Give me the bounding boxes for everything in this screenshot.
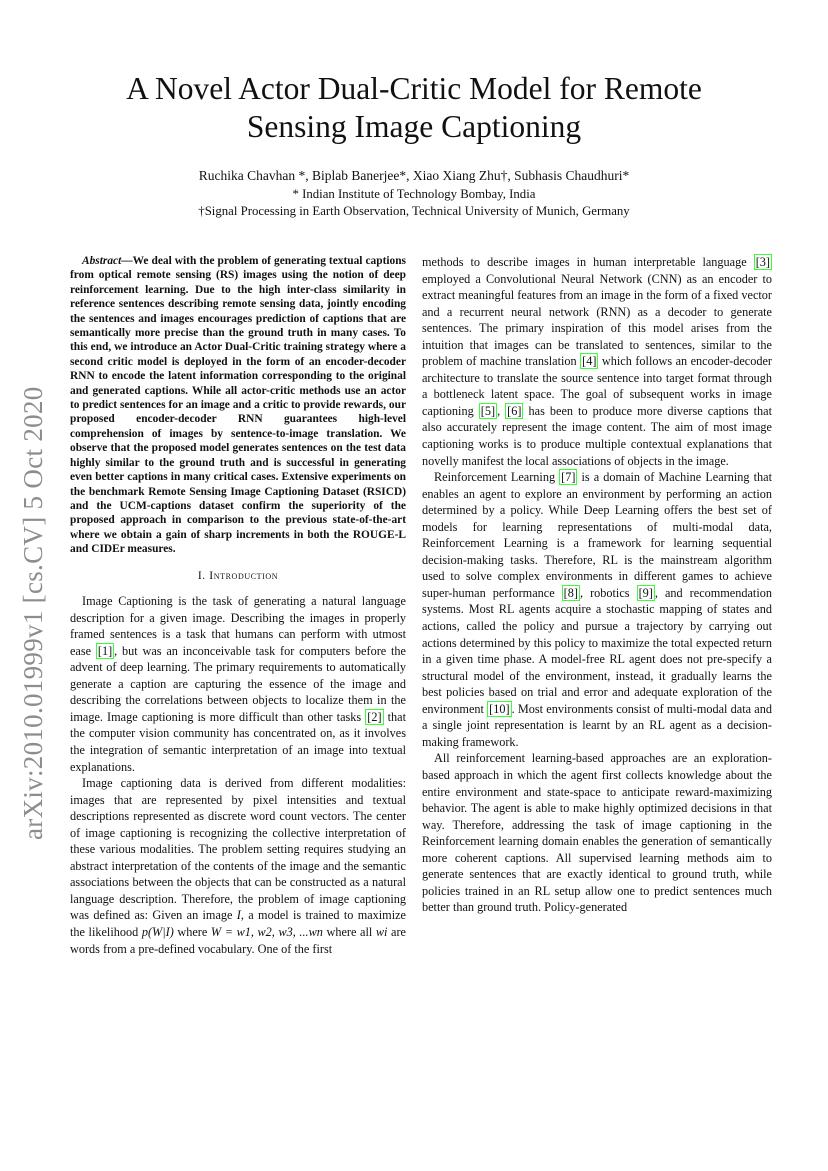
- paragraph-1: [70, 593, 406, 775]
- paragraph-4: [422, 469, 772, 750]
- paper-title: [60, 70, 768, 146]
- citation-link-7[interactable]: [7]: [561, 470, 576, 485]
- text-run: , and recommendation systems. Most RL agents acquire a stochastic mapping of states and actions, called the policy and pursue a trajectory by carrying out actions determined by this policy to maximize the total expected return in a given time phase. A model-free RL agent does not pre-specify a structural model of the environment, instead, it gradually learns the best policies based on trial and error and adequate exploration of the environment: [422, 585, 772, 716]
- left-column: [70, 254, 406, 957]
- text-run: which follows an encoder-decoder architecture to translate the source sentence into target format through a bottleneck latent space. The goal of subsequent works in image captioning: [422, 354, 772, 418]
- math-word-var: wi: [375, 925, 388, 940]
- math-likelihood: p(W|I): [141, 925, 174, 940]
- text-run: , but was an inconceivable task for computers before the advent of deep learning. The primary requirements to automatically generate a caption are capturing the essence of the image and describing the correlations between objects to localize them in the image. Image captioning is more difficult than other tasks: [70, 643, 406, 724]
- affiliation-iit-bombay: * Indian Institute of Technology Bombay, India: [292, 187, 536, 201]
- citation-link-5[interactable]: [5]: [480, 403, 496, 418]
- text-run: Image Captioning is the task of generating a natural language description for a given image. Describing the images in properly framed sentences is a task that humans can perform with utmost ease: [70, 594, 406, 658]
- citation-link-10[interactable]: [10]: [489, 701, 510, 716]
- text-run: where: [173, 925, 211, 940]
- author-list: Ruchika Chavhan *, Biplab Banerjee*, Xiao Xiang Zhu†, Subhasis Chaudhuri*: [198, 168, 630, 183]
- text-run: Reinforcement Learning: [434, 470, 560, 485]
- citation-link-8[interactable]: [8]: [563, 585, 578, 600]
- citation-link-1[interactable]: [1]: [97, 643, 113, 658]
- citation-link-2[interactable]: [2]: [367, 709, 382, 724]
- section-heading-introduction: I. Introduction: [197, 568, 279, 582]
- paragraph-5: [422, 750, 772, 915]
- paragraph-2: [70, 775, 406, 957]
- text-run: , a model is trained to maximize the likelihood: [70, 908, 406, 940]
- text-run: Image captioning data is derived from different modalities: images that are represented by pixel intensities and textual descriptions represented as discrete word count vectors. The center of image captioning is recognizing the collective interpretation of these various modalities. The problem setting requires studying an abstract interpretation of the contents of the image and the semantic associations between the objects that can be constructed as a natural language description. Therefore, the problem of image captioning was defined as: Given an image: [70, 776, 406, 923]
- arxiv-stamp: arXiv:2010.01999v1 [cs.CV] 5 Oct 2020: [18, 386, 48, 840]
- right-column: [422, 254, 772, 916]
- text-run: has been to produce more diverse captions that also accurately represent the image content. The aim of most image captioning works is to produce multiple contextual explanations that novelly manifest the local associations of objects in the image.: [422, 403, 772, 468]
- text-run: are words from a pre-defined vocabulary. One of the first: [70, 925, 406, 956]
- text-run: , robotics: [579, 585, 637, 600]
- abstract-lead: Abstract: [82, 255, 122, 267]
- text-run: employed a Convolutional Neural Network (CNN) as an encoder to extract meaningful features from an image in the form of a fixed vector and a recurrent neural network (RNN) as a decoder to generate sentences. The primary inspiration of this model arises from the intuition that images can be translated to sentences, similar to the problem of machine translation: [422, 271, 772, 369]
- abstract: [70, 254, 406, 557]
- text-run: where all: [322, 925, 376, 940]
- text-run: is a domain of Machine Learning that enables an agent to explore an environment by performing an action determined by a policy. While Deep Learning offers the best set of models for learning representations of multi-modal data, Reinforcement Learning is a framework for learning sequential decision-making tasks. Therefore, RL is the mainstream algorithm used to solve complex environments in different games to achieve super-human performance: [422, 470, 772, 600]
- text-run: methods to describe images in human interpretable language: [422, 255, 754, 269]
- citation-link-4[interactable]: [4]: [582, 354, 597, 369]
- citation-link-3[interactable]: [3]: [755, 255, 770, 269]
- text-run: ,: [497, 403, 506, 418]
- paragraph-3: [422, 254, 772, 469]
- text-run: . Most environments consist of multi-modal data and a single joint representation is learnt by an RL agent as a decision-making framework.: [422, 701, 772, 749]
- citation-link-6[interactable]: [6]: [507, 403, 522, 418]
- citation-link-9[interactable]: [9]: [638, 585, 653, 600]
- title-line-2: Sensing Image Captioning: [246, 109, 582, 144]
- math-word-sequence: W = w1, w2, w3, ...wn: [210, 925, 323, 940]
- text-run: that the computer vision community has concentrated on, as it involves the integration of semantic interpretation of an image into textual explanations.: [70, 709, 406, 774]
- text-run: All reinforcement learning-based approaches are an exploration-based approach in which the agent first collects knowledge about the entire environment and state-space to anticipate reward-maximizing behavior. The agent is able to make highly optimized decisions in that way. Therefore, addressing the task of image captioning in the Reinforcement learning domain enables the generation of semantically more coherent captions. All supervised learning methods aim to generate sentences that are exactly identical to ground truth, while policies trained in an RL setup allow one to predict sentences much better than ground truth. Policy-generated: [422, 751, 772, 915]
- title-line-1: A Novel Actor Dual-Critic Model for Remote: [126, 71, 702, 106]
- abstract-text: —We deal with the problem of generating textual captions from optical remote sensing (RS) images using the notion of deep reinforcement learning. Due to the high inter-class similarity in reference sentences describing remote sensing data, jointly encoding the sentences and images encourages prediction of captions that are semantically more precise than the ground truth in many cases. To this end, we introduce an Actor Dual-Critic training strategy where a second critic model is deployed in the form of an encoder-decoder RNN to encode the latent information corresponding to the original and generated captions. While all actor-critic methods use an actor to predict sentences for an image and a critic to provide rewards, our proposed encoder-decoder RNN guarantees high-level comprehension of images by sentence-to-image translation. We observe that the proposed model generates sentences on the test data highly similar to the ground truth and is successful in generating even better captions in many critical cases. Extensive experiments on the benchmark Remote Sensing Image Captioning Dataset (RSICD) and the UCM-captions dataset confirm the superiority of the proposed approach in comparison to the previous state-of-the-art where we obtain a gain of sharp increments in both the ROUGE-L and CIDEr measures.: [70, 255, 406, 556]
- math-image-var: I: [236, 908, 241, 923]
- affiliation-tum: †Signal Processing in Earth Observation, Technical University of Munich, Germany: [198, 204, 630, 218]
